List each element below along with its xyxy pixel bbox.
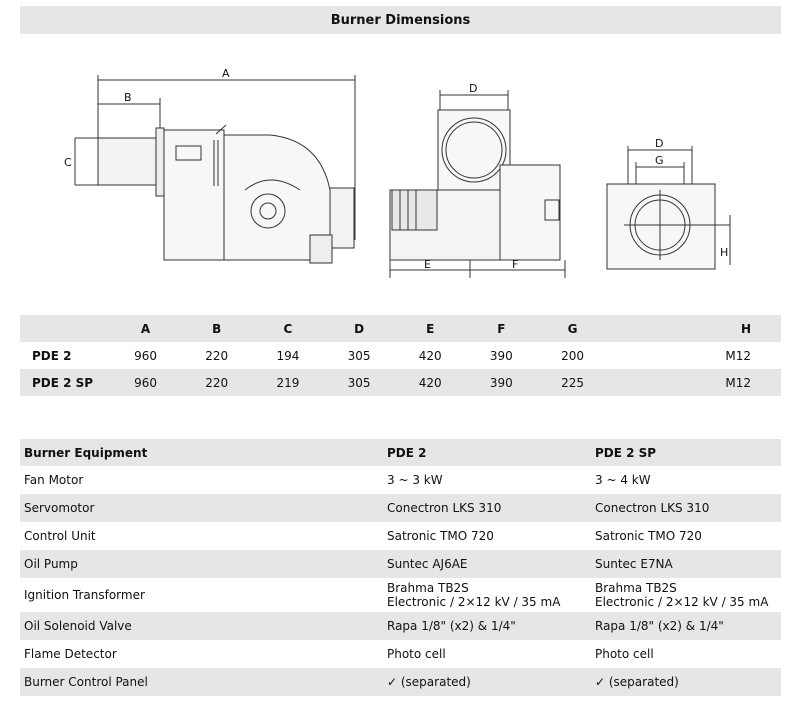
value-cell: 220 bbox=[205, 348, 229, 363]
value-cell: 960 bbox=[134, 348, 158, 363]
pde2sp-cell: Rapa 1/8" (x2) & 1/4" bbox=[595, 619, 724, 633]
label-g: G bbox=[655, 154, 664, 167]
pde2sp-cell: 3 ~ 4 kW bbox=[595, 473, 651, 487]
label-b: B bbox=[124, 91, 132, 104]
header-cell: E bbox=[426, 321, 435, 336]
value-cell: 225 bbox=[561, 375, 584, 390]
value-cell: 219 bbox=[276, 375, 300, 390]
label-cell: Oil Solenoid Valve bbox=[24, 619, 132, 633]
table-row bbox=[20, 578, 781, 612]
header-cell: D bbox=[354, 321, 365, 336]
table-row bbox=[20, 550, 781, 578]
value-cell: 220 bbox=[205, 375, 229, 390]
label-c: C bbox=[64, 156, 72, 169]
label-f: F bbox=[512, 258, 519, 271]
equipment-header-row bbox=[20, 439, 781, 466]
header-cell: B bbox=[212, 321, 222, 336]
value-cell: 420 bbox=[418, 375, 442, 390]
table-row bbox=[20, 466, 781, 494]
label-d-front: D bbox=[469, 82, 478, 95]
model-cell: PDE 2 bbox=[32, 348, 72, 363]
pde2-cell bbox=[383, 578, 591, 612]
pde2sp-cell: Satronic TMO 720 bbox=[595, 529, 702, 543]
value-cell: 194 bbox=[276, 348, 300, 363]
pde2-cell: 3 ~ 3 kW bbox=[387, 473, 443, 487]
pde2-cell: ✓ (separated) bbox=[387, 675, 471, 689]
page-title: Burner Dimensions bbox=[20, 6, 781, 34]
pde2-cell: Photo cell bbox=[387, 647, 446, 661]
value-cell: M12 bbox=[725, 375, 751, 390]
label-cell: Oil Pump bbox=[24, 557, 78, 571]
table-row bbox=[20, 612, 781, 640]
pde2-cell: Satronic TMO 720 bbox=[387, 529, 494, 543]
dimensions-table bbox=[20, 315, 781, 396]
dimensions-header-row bbox=[20, 315, 781, 342]
equipment-table bbox=[20, 439, 781, 696]
label-cell: Burner Control Panel bbox=[24, 675, 148, 689]
label-cell: Fan Motor bbox=[24, 473, 84, 487]
line: Electronic / 2×12 kV / 35 mA bbox=[595, 595, 769, 609]
side-view-drawing bbox=[75, 75, 355, 263]
table-row bbox=[20, 342, 781, 369]
value-cell: M12 bbox=[725, 348, 751, 363]
line: Electronic / 2×12 kV / 35 mA bbox=[387, 595, 561, 609]
label-cell: Ignition Transformer bbox=[24, 588, 145, 602]
label-h: H bbox=[720, 246, 729, 259]
model-cell: PDE 2 SP bbox=[32, 375, 94, 390]
header-cell: F bbox=[497, 321, 506, 336]
label-cell: Servomotor bbox=[24, 501, 95, 515]
value-cell: 420 bbox=[418, 348, 442, 363]
table-row bbox=[20, 668, 781, 696]
value-cell: 305 bbox=[347, 375, 371, 390]
value-cell: 390 bbox=[489, 375, 513, 390]
flange-view-drawing bbox=[607, 146, 730, 269]
pde2-cell: Suntec AJ6AE bbox=[387, 557, 468, 571]
header-cell: A bbox=[140, 321, 151, 336]
header-cell: H bbox=[740, 321, 751, 336]
table-row bbox=[20, 369, 781, 396]
value-cell: 960 bbox=[134, 375, 158, 390]
table-row bbox=[20, 522, 781, 550]
header-cell: C bbox=[283, 321, 293, 336]
pde2sp-cell: Suntec E7NA bbox=[595, 557, 673, 571]
pde2sp-cell: Photo cell bbox=[595, 647, 654, 661]
dimension-drawings bbox=[20, 40, 781, 310]
label-cell: Control Unit bbox=[24, 529, 96, 543]
pde2sp-cell: ✓ (separated) bbox=[595, 675, 679, 689]
table-row bbox=[20, 640, 781, 668]
front-view-drawing bbox=[390, 90, 565, 278]
label-a: A bbox=[222, 67, 230, 80]
header-cell: PDE 2 SP bbox=[595, 445, 657, 460]
value-cell: 305 bbox=[347, 348, 371, 363]
header-cell: Burner Equipment bbox=[24, 445, 148, 460]
label-d-flange: D bbox=[655, 137, 664, 150]
line: Brahma TB2S bbox=[595, 581, 677, 595]
table-row bbox=[20, 494, 781, 522]
pde2-cell: Conectron LKS 310 bbox=[387, 501, 502, 515]
pde2sp-cell: Conectron LKS 310 bbox=[595, 501, 710, 515]
value-cell: 200 bbox=[561, 348, 584, 363]
header-cell bbox=[20, 315, 110, 342]
pde2sp-cell bbox=[591, 578, 781, 612]
pde2-cell: Rapa 1/8" (x2) & 1/4" bbox=[387, 619, 516, 633]
header-cell: PDE 2 bbox=[387, 445, 427, 460]
line: Brahma TB2S bbox=[387, 581, 469, 595]
label-cell: Flame Detector bbox=[24, 647, 117, 661]
label-e: E bbox=[424, 258, 431, 271]
value-cell: 390 bbox=[489, 348, 513, 363]
header-cell: G bbox=[567, 321, 578, 336]
